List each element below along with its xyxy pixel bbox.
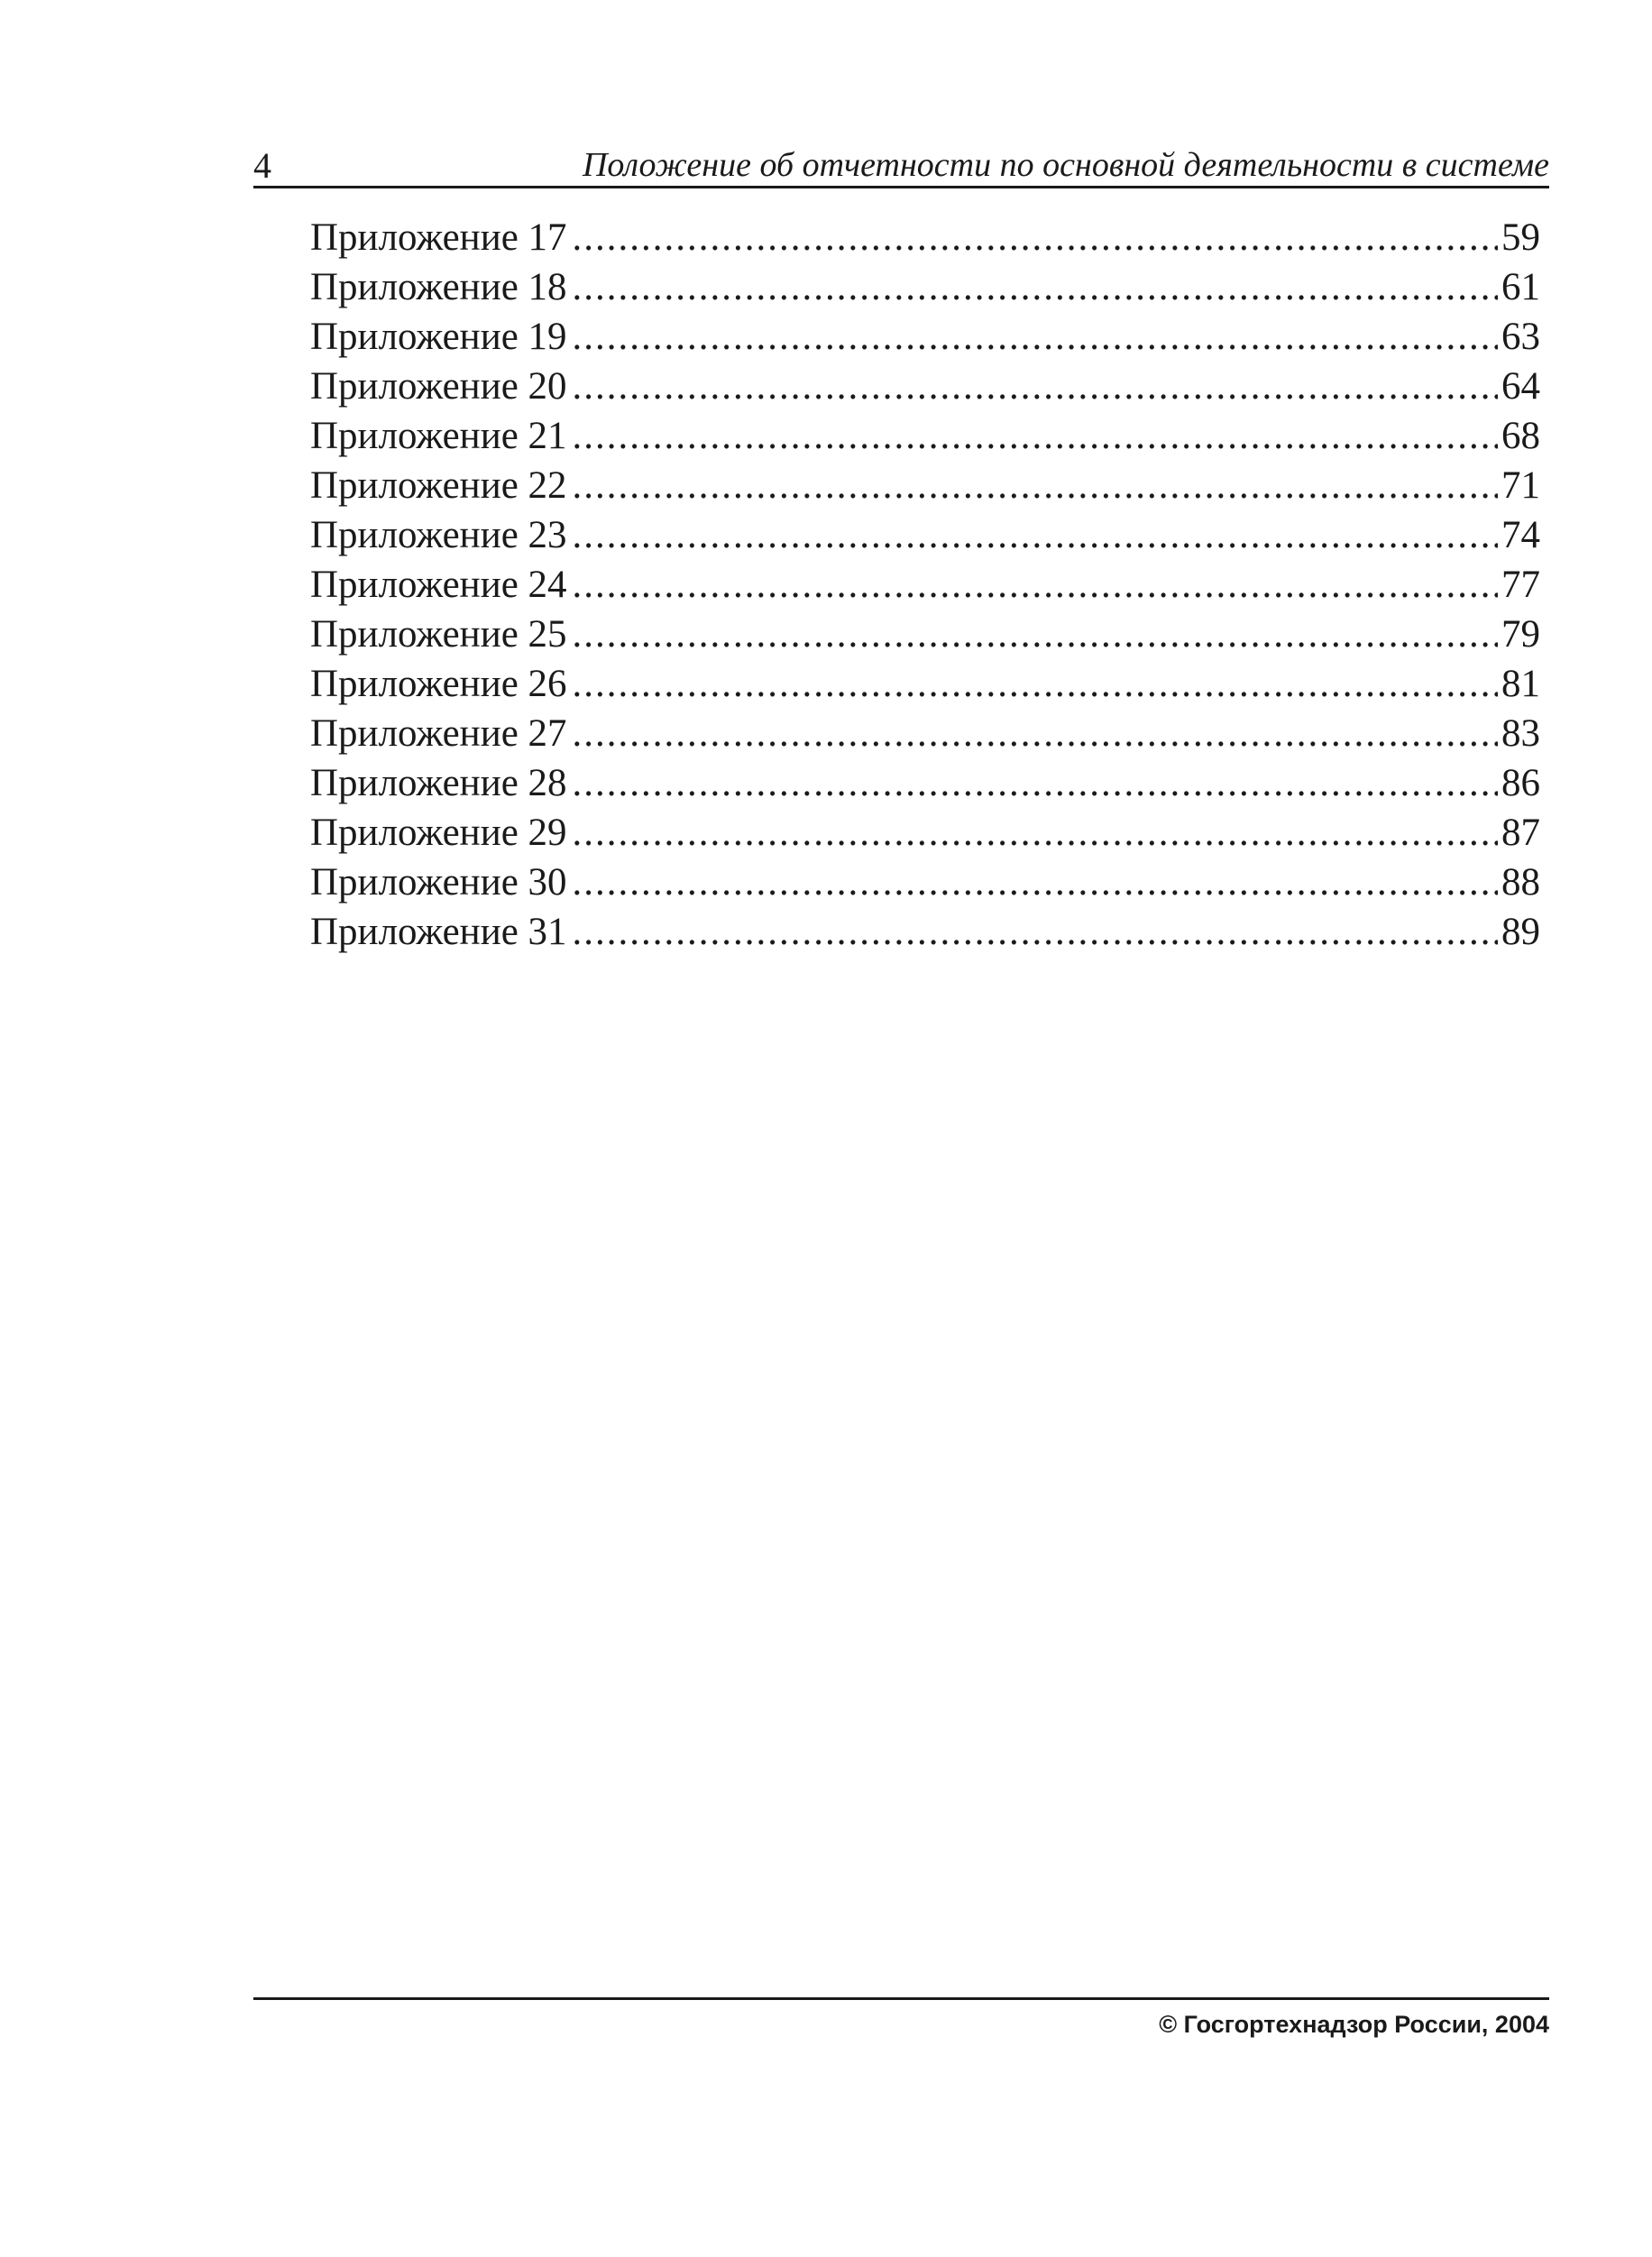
- toc-entry-page: 74: [1501, 514, 1540, 556]
- dot-leader: [573, 858, 1498, 907]
- toc-entry-label: Приложение 24: [310, 564, 567, 606]
- toc-entry[interactable]: [310, 510, 1540, 560]
- toc-entry-page: 64: [1501, 365, 1540, 408]
- toc-entry[interactable]: [310, 709, 1540, 758]
- toc-entry[interactable]: [310, 808, 1540, 858]
- dot-leader: [573, 808, 1498, 858]
- footer-rule: [253, 1997, 1549, 2000]
- toc-entry-label: Приложение 28: [310, 762, 567, 804]
- dot-leader: [573, 262, 1498, 312]
- dot-leader: [573, 907, 1498, 957]
- dot-leader: [573, 560, 1498, 610]
- toc-entry-page: 77: [1501, 564, 1540, 606]
- toc-entry-label: Приложение 26: [310, 663, 567, 705]
- toc-entry[interactable]: [310, 560, 1540, 610]
- toc-entry-label: Приложение 17: [310, 216, 567, 259]
- dot-leader: [573, 213, 1498, 262]
- toc-entry[interactable]: [310, 659, 1540, 709]
- toc-entry-page: 63: [1501, 316, 1540, 358]
- toc-entry-page: 71: [1501, 464, 1540, 507]
- toc-entry-page: 87: [1501, 812, 1540, 854]
- dot-leader: [573, 758, 1498, 808]
- toc-entry[interactable]: [310, 312, 1540, 362]
- toc-entry-label: Приложение 20: [310, 365, 567, 408]
- toc-entry[interactable]: [310, 758, 1540, 808]
- copyright-notice: © Госгортехнадзор России, 2004: [1159, 2011, 1549, 2038]
- running-header: [253, 135, 1549, 188]
- toc-entry-label: Приложение 29: [310, 812, 567, 854]
- dot-leader: [573, 610, 1498, 659]
- toc-entry-label: Приложение 18: [310, 266, 567, 308]
- dot-leader: [573, 709, 1498, 758]
- page-number: 4: [253, 145, 271, 186]
- toc-entry[interactable]: [310, 411, 1540, 461]
- toc-entry-label: Приложение 30: [310, 861, 567, 904]
- toc-entry-page: 89: [1501, 911, 1540, 953]
- toc-entry-label: Приложение 22: [310, 464, 567, 507]
- toc-entry[interactable]: [310, 610, 1540, 659]
- dot-leader: [573, 659, 1498, 709]
- toc-entry-label: Приложение 31: [310, 911, 567, 953]
- toc-entry[interactable]: [310, 858, 1540, 907]
- toc-entry-label: Приложение 25: [310, 613, 567, 656]
- dot-leader: [573, 312, 1498, 362]
- toc-entry[interactable]: [310, 213, 1540, 262]
- toc-entry[interactable]: [310, 362, 1540, 411]
- dot-leader: [573, 461, 1498, 510]
- dot-leader: [573, 411, 1498, 461]
- toc-entry-page: 81: [1501, 663, 1540, 705]
- toc-entry-label: Приложение 23: [310, 514, 567, 556]
- toc-entry[interactable]: [310, 262, 1540, 312]
- dot-leader: [573, 362, 1498, 411]
- toc-entry-page: 68: [1501, 415, 1540, 457]
- toc-entry[interactable]: [310, 461, 1540, 510]
- toc-entry-label: Приложение 27: [310, 712, 567, 755]
- table-of-contents: [310, 213, 1540, 957]
- toc-entry-page: 88: [1501, 861, 1540, 904]
- dot-leader: [573, 510, 1498, 560]
- toc-entry-label: Приложение 21: [310, 415, 567, 457]
- running-title: Положение об отчетности по основной деятельности в системе: [582, 146, 1549, 184]
- toc-entry-label: Приложение 19: [310, 316, 567, 358]
- toc-entry-page: 83: [1501, 712, 1540, 755]
- toc-entry[interactable]: [310, 907, 1540, 957]
- toc-entry-page: 79: [1501, 613, 1540, 656]
- toc-entry-page: 59: [1501, 216, 1540, 259]
- toc-entry-page: 86: [1501, 762, 1540, 804]
- toc-entry-page: 61: [1501, 266, 1540, 308]
